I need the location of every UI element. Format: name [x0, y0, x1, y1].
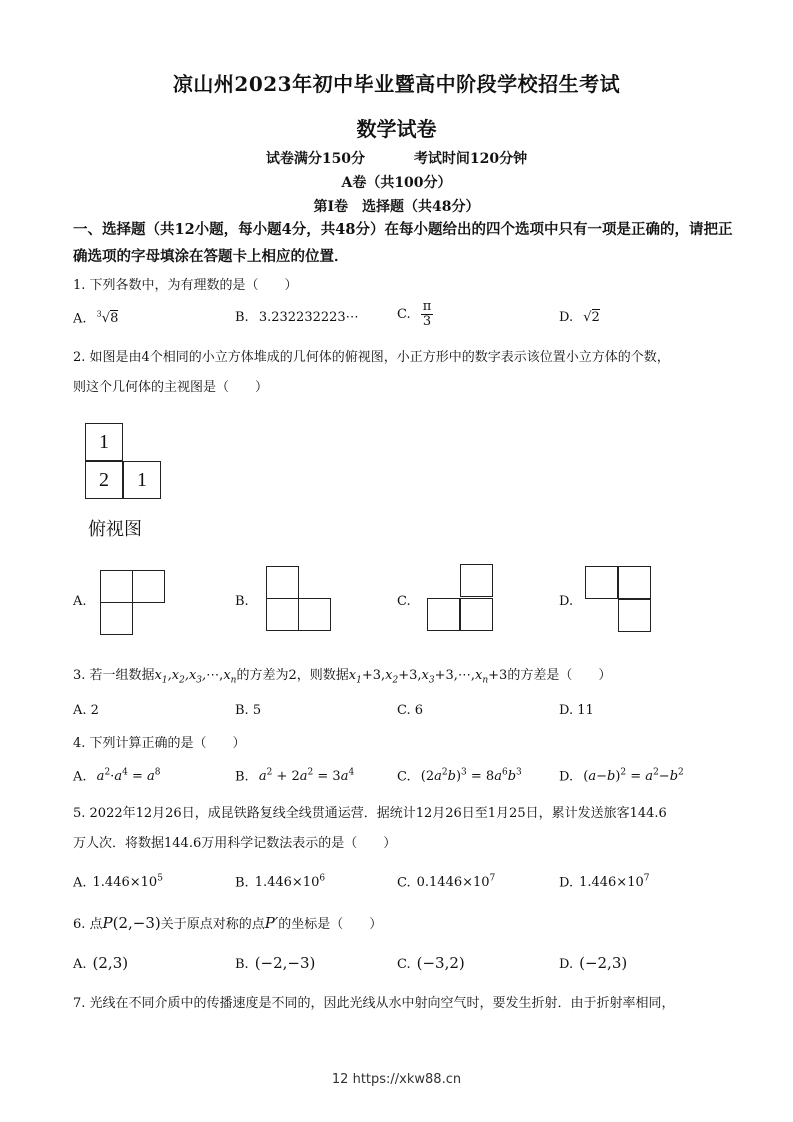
volume-label: A卷（共100分）: [341, 175, 452, 191]
question-4-stem: 4. 下列计算正确的是（ ）: [73, 736, 246, 751]
page-footer: 12 https://xkw88.cn: [331, 1072, 462, 1087]
q2-option-c-label: C.: [397, 594, 411, 609]
section-instructions: 一、选择题（共12小题，每小题4分，共48分）在每小题给出的四个选项中只有一项是正确的，请把正确选项的字母填涂在答题卡上相应的位置．: [73, 221, 733, 265]
question-7-stem: 7. 光线在不同介质中的传播速度是不同的，因此光线从水中射向空气时，要发生折射．由于折射率相同，: [73, 996, 675, 1011]
q4-option-c: C. $(2a^2b)^3 = 8a^6b^3$: [397, 768, 522, 785]
full-score: 试卷满分150分: [265, 151, 366, 167]
question-5-stem-1: 5. 2022年12月26日，成昆铁路复线全线贯通运营．据统计12月26日至1月25日，累计发送旅客144.6: [73, 806, 667, 821]
exam-title: 凉山州2023年初中毕业暨高中阶段学校招生考试: [172, 72, 621, 96]
question-2-stem-2: 则这个几何体的主视图是（ ）: [73, 380, 269, 395]
part-label: 第Ⅰ卷 选择题（共48分）: [313, 199, 480, 215]
top-view-cell-bottom-left: 2: [85, 461, 123, 499]
q1-option-b: B. 3.232232223⋯: [235, 310, 359, 325]
q5-option-b: B. $1.446\times 10^6$: [235, 874, 326, 891]
q6-option-b: B. (−2,−3): [235, 954, 316, 972]
q5-option-d: D. $1.446\times 10^7$: [559, 874, 650, 891]
q5-option-a: A. $1.446\times 10^5$: [73, 874, 163, 891]
q6-option-a: A. (2,3): [73, 954, 129, 972]
q3-option-d: D. 11: [559, 703, 594, 718]
q6-option-d: D. (−2,3): [559, 954, 628, 972]
q3-option-b: B. 5: [235, 703, 262, 718]
q2-option-d-label: D.: [559, 594, 574, 609]
q1-option-a: A. $^3$√8: [73, 310, 119, 327]
exam-meta: [0, 148, 793, 168]
exam-time: 考试时间120分钟: [413, 151, 528, 167]
q4-option-a: A. $a^2\cdot a^4 = a^8$: [73, 768, 161, 785]
question-1-stem: 1. 下列各数中，为有理数的是（ ）: [73, 278, 298, 293]
question-2-stem-1: 2. 如图是由4个相同的小立方体堆成的几何体的俯视图，小正方形中的数字表示该位置小立方体的个数，: [73, 350, 670, 365]
top-view-cell-top: 1: [85, 423, 123, 461]
question-3-stem: 3. 若一组数据$x_1,x_2,x_3,\cdots,x_n$的方差为2，则数据$x_1+3,x_2+3,x_3+3,\cdots,x_n+3$的方差是（ ）: [73, 668, 612, 686]
q3-option-a: A. 2: [73, 703, 99, 718]
exam-subtitle: 数学试卷: [356, 117, 437, 141]
top-view-cell-bottom-right: 1: [123, 461, 161, 499]
q1-option-d: D. √2: [559, 310, 600, 325]
q1-option-c: C. $\frac{\pi}{3}$: [397, 299, 432, 329]
top-view-label: 俯视图: [88, 519, 142, 539]
question-6-stem: 6. 点P(2,−3)关于原点对称的点P′的坐标是（ ）: [73, 914, 383, 932]
q4-option-b: B. $a^2 + 2a^2 = 3a^4$: [235, 768, 355, 785]
q2-option-b-label: B.: [235, 594, 249, 609]
question-5-stem-2: 万人次．将数据144.6万用科学记数法表示的是（ ）: [73, 836, 397, 851]
q4-option-d: D. $(a-b)^2 = a^2-b^2$: [559, 768, 684, 785]
q3-option-c: C. 6: [397, 703, 424, 718]
q2-option-a-label: A.: [73, 594, 87, 609]
q5-option-c: C. $0.1446\times 10^7$: [397, 874, 496, 891]
q6-option-c: C. (−3,2): [397, 954, 465, 972]
